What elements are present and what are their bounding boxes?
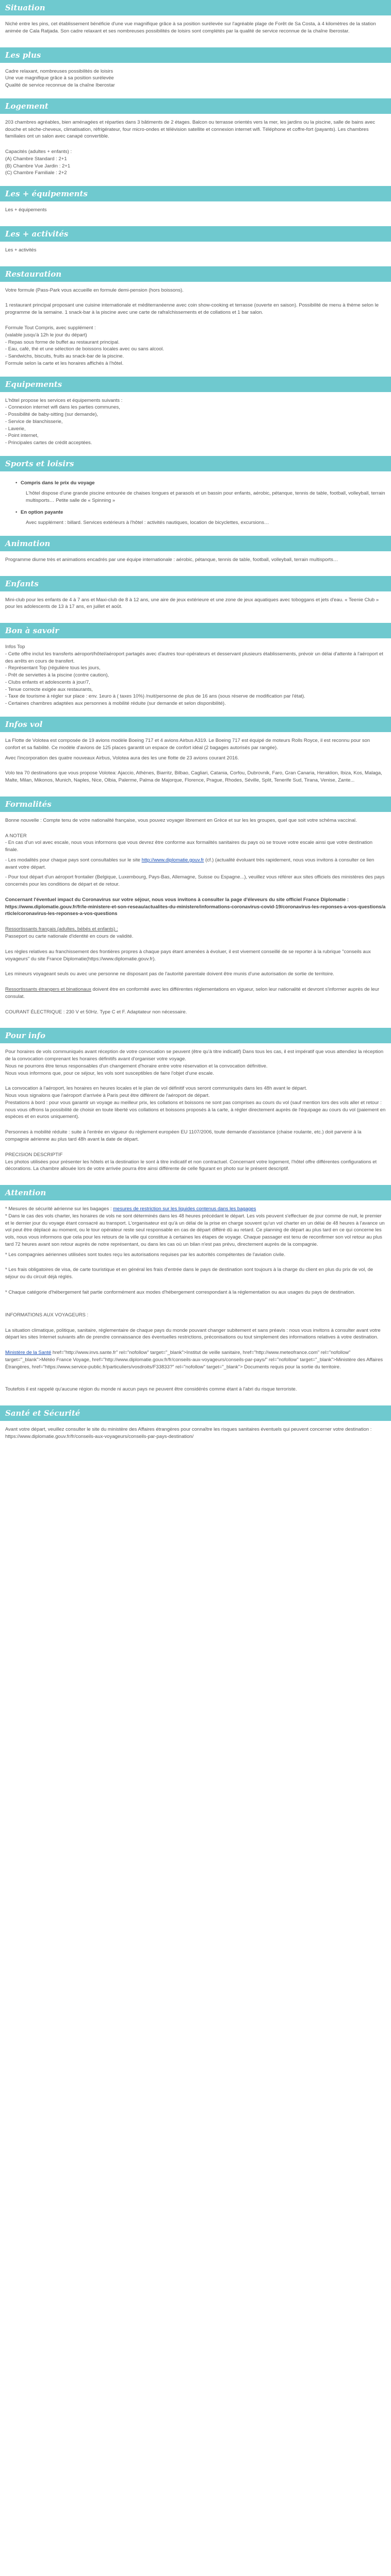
section-title-plus: Les plus — [0, 47, 391, 63]
formalites-p4: - Pour tout départ d'un aéroport frontalier (Belgique, Luxembourg, Pays-Bas, Allemagne, Suisse ou Espagne...), veuillez vous référer aux sites officiels des ministères des pays concernés pour les conditions de départ et de retour. — [5, 874, 385, 888]
section-title-animation: Animation — [0, 536, 391, 551]
sports-paid — [15, 509, 386, 516]
vol-p2: Volo tea 70 destinations que vous propose Volotea: Ajaccio, Athènes, Biarritz, Bilbao, Cagliari, Catania, Corfou, Dubrovnik, Faro, Gran Canaria, Heraklion, Ibiza, Kos, Malaga, Malte, Milan, Mikonos, Munich, Naples, Nice, Olbia, Palerme, Palma de Majorque, Florence, Prague, Rhodes, Séville, Split, Tenerife Sud, Tirana, Venise, Zante... — [5, 770, 382, 784]
vol-p1: La Flotte de Volotea est composée de 19 avions modèle Boeing 717 et 4 avions Airbus A319. Le Boeing 717 est équipé de moteurs Rolls Royce, il est reconnu pour son confort et sa fiabilité. Ce modèle d'avions de 125 places garantit un espace de confort idéal (2 bagages autorisés par rangée). — [5, 737, 370, 751]
pourinfo-p4-head: PRECISION DESCRIPTIF — [5, 1151, 63, 1158]
formalites-p9 — [5, 986, 386, 1001]
section-title-enfants: Enfants — [0, 576, 391, 591]
attention-p6: La situation climatique, politique, sanitaire, réglementaire de chaque pays du monde pouvant changer subitement et sans préavis : nous vous invitons à consulter avant votre départ les sites Internet suivants afin de prendre connaissance des éventuelles restrictions, préconisations ou tout simplement des informations relatives à votre destination. — [5, 1327, 381, 1341]
equipements-item: - Laverie, — [5, 426, 26, 432]
restauration-item: (valable jusqu'à 12h le jour du départ) — [5, 332, 87, 338]
animation-text: Programme diurne très et animations encadrés par une équipe internationale : aérobic, pétanque, tennis de table, football, volleyball, terrain multisports… — [5, 556, 338, 563]
formalites-p5-link[interactable]: https://www.diplomatie.gouv.fr/fr/le-ministere-et-son-reseau/actualites-du-ministere/informations-coronavirus-covid-19/coronavirus-les-reponses-a-vos-questions/article/coronavirus-les-reponses-a-vos-questions — [5, 904, 386, 917]
bullet-icon: • — [15, 480, 18, 486]
section-title-sante: Santé et Sécurité — [0, 1405, 391, 1421]
sante-p1: Avant votre départ, veuillez consulter le site du ministère des Affaires étrangères pour connaître les risques sanitaires éventuels qui peuvent concerner votre destination : https://www.diplomatie.gouv.fr/fr/conseils-aux-voyageurs/conseils-par-pays-destination/ — [5, 1427, 372, 1439]
restauration-line2: 1 restaurant principal proposant une cuisine internationale et méditerranéenne avec coin show-cooking et terrasse (ouverte en saison). Possibilité de menu à thème selon le programme de la semaine. 1 snack-bar à la piscine avec une carte de rafraîchissements et de collations et 1 bar salon. — [5, 302, 379, 316]
attention-p2: * Dans le cas des vols charter, les horaires de vols ne sont déterminés dans les 48 heures précédant le départ. Les vols peuvent s'effectuer de jour comme de nuit, le premier et le dernier jour du voyage étant consacré au transport. L'organisateur est qu'à un délai de la prise en charge souvent qu'un vol charter en un délai de 48 heures à l'avance un vol peut être déplacé au moment, ou le tour opérateur reste seul responsable en cas de départ différé dû au retard. Ce planning de départ au plus tard en ce qui concerne les vols, nous vous informons que cela pour les retours de la ville qui constitue à certaines les étapes de voyage. Chaque passager est tenu de reconfirmer son vol retour au plus tard 72 heures avant son retour auprès de notre représentant, ou dans les cas où un bilan n'est pas prévu, directement auprès de la compagnie. — [5, 1213, 385, 1247]
section-sante — [0, 1421, 391, 1453]
equipements-item: - Possibilité de baby-sitting (sur demande), — [5, 412, 99, 418]
attention-p7-rest: href="http://www.invs.sante.fr" rel="nofollow" target="_blank">Institut de veille sanitaire, href="http://www.meteofrance.com" rel="nofollow" target="_blank">Météo France Voyage, href="http://www.diplomatie.gouv.fr/fr/conseils-aux-voyageurs/conseils-par-pays/" rel="nofollow" target="_blank">Ministère des Affaires Étrangères, href="https://www.service-public.fr/particuliers/vosdroits/F33833?" rel="nofollow" target="_blank"> Documents requis pour la sortie du territoire. — [5, 1350, 383, 1370]
section-title-sports: Sports et loisirs — [0, 456, 391, 471]
formalites-p3-a: - Les modalités pour chaque pays sont consultables sur le site — [5, 857, 142, 863]
plus-line: Cadre relaxant, nombreuses possibilités de loisirs — [5, 68, 113, 74]
formalites-p1: Bonne nouvelle : Compte tenu de votre nationalité française, vous pouvez voyager librement en Grèce et sur les les groupes, quel que soit votre schéma vaccinal. — [5, 817, 357, 823]
section-bonasavoir — [0, 638, 391, 717]
bullet-icon: • — [15, 510, 18, 516]
formalites-p7: Les règles relatives au franchissement des frontières propres à chaque pays étant amenées à évoluer, il est vivement conseillé de se reporter à la rubrique "conseils aux voyageurs" du site France Diplomatie(https://www.diplomatie.gouv.fr). — [5, 948, 371, 962]
section-title-pourinfo: Pour info — [0, 1028, 391, 1043]
attention-p6-head: INFORMATIONS AUX VOYAGEURS : — [5, 1312, 89, 1318]
restauration-line1: Votre formule (Pass-Park vous accueille en formule demi-pension (hors boissons). — [5, 287, 184, 293]
section-title-equip-plus: Les + équipements — [0, 186, 391, 201]
enfants-text: Mini-club pour les enfants de 4 à 7 ans et Maxi-club de 8 à 12 ans, une aire de jeux extérieure et une zone de jeux aquatiques avec toboggans et jets d'eau. « Teenie Club » pour les adolescents de 13 à 17 ans, en juillet et août. — [5, 597, 379, 610]
pourinfo-p1: Pour horaires de vols communiqués avant réception de votre convocation se peuvent (être qu'à titre indicatif) Dans tous les cas, il est impératif que vous attendiez la réception de la convocation comprenant les horaires définitifs avant d'organiser votre voyage. — [5, 1049, 384, 1062]
formalites-p2: - En cas d'un vol avec escale, nous vous informons que vous devrez être conforme aux formalités sanitaires du pays où se trouve votre escale ainsi que votre destination finale. — [5, 840, 373, 853]
plus-line: Qualité de service reconnue de la chaîne Iberostar — [5, 82, 115, 89]
situation-text: Niché entre les pins, cet établissement bénéficie d'une vue magnifique grâce à sa position surélevée sur l'agréable plage de Forêt de Sa Costa, à 4 kilomètres de la station animée de Cala Ratjada. Son cadre relaxant et ses nombreuses possibilités de loisirs sont complétés par la qualité de service reconnue de la chaîne Iberostar. — [5, 21, 376, 34]
attention-p3: * Les compagnies aériennes utilisées sont toutes reçu les autorisations requises par les autorités compétentes de l'aviation civile. — [5, 1251, 286, 1258]
formalites-p3 — [5, 857, 386, 871]
capacity-line: (C) Chambre Familiale : 2+2 — [5, 170, 67, 176]
sports-included — [15, 480, 386, 487]
section-title-activ-plus: Les + activités — [0, 226, 391, 242]
section-title-formalites: Formalités — [0, 796, 391, 812]
pourinfo-p1c: Nous vous informons que, pour ce séjour, les vols sont susceptibles de faire l'objet d'une escale. — [5, 1070, 214, 1076]
formalites-p9-head: Ressortissants étrangers et binationaux — [5, 987, 91, 993]
restauration-item: Formule selon la carte et les horaires affichés à l'hôtel. — [5, 360, 124, 366]
formalites-p6-head: Ressortissants français (adultes, bébés et enfants) : — [5, 926, 118, 933]
plus-line: Une vue magnifique grâce à sa position surélevée — [5, 75, 114, 81]
capacity-line: (A) Chambre Standard : 2+1 — [5, 156, 67, 162]
section-attention — [0, 1200, 391, 1405]
formalites-p3-b: (cf.) (actualité évoluant très rapidement, nous vous invitons à consulter ce lien avant votre départ. — [5, 857, 374, 870]
logement-text: 203 chambres agréables, bien aménagées et réparties dans 3 bâtiments de 2 étages. Balcon ou terrasse orientés vers la mer, les jardins ou la piscine, salle de bains avec douche et sèche-cheveux, climatisation, réfrigérateur, four micro-ondes et télévision satellite et connexion internet wifi. Téléphone et coffre-fort (payants). Les chambres familiales ont un salon avec canapé convertible. — [5, 119, 376, 140]
bonasavoir-line: - Cette offre inclut les transferts aéroport/hôtel/aéroport partagés avec d'autres tour-opérateurs et desservant plusieurs établissements, prévoir un délai d'attente à l'aéroport et des arrêts en cours de transfert. — [5, 651, 383, 664]
pourinfo-p2: La convocation à l'aéroport, les horaires en heures locales et le plan de vol définitif vous seront communiqués dans les 48h avant le départ. — [5, 1086, 307, 1092]
section-activ-plus — [0, 242, 391, 266]
attention-p4: * Les frais obligatoires de visa, de carte touristique et en général les frais d'entrée dans le pays de destination sont toujours à la charge du client en plus du prix de vol, de séjour ou du circuit déjà réglés. — [5, 1267, 373, 1280]
equipements-intro: L'hôtel propose les services et équipements suivants : — [5, 397, 123, 403]
bonasavoir-line: Infos Top — [5, 644, 25, 650]
section-equipements — [0, 392, 391, 456]
diplomatie-link[interactable]: http://www.diplomatie.gouv.fr — [141, 857, 204, 863]
equipements-item: - Principales cartes de crédit acceptées. — [5, 440, 92, 446]
section-title-situation: Situation — [0, 0, 391, 15]
bonasavoir-line: - Certaines chambres adaptées aux personnes à mobilité réduite (sur demande et selon disponibilité). — [5, 701, 226, 707]
section-sports — [0, 471, 391, 536]
formalites-note-head: A NOTER — [5, 833, 27, 839]
equip-plus-text: Les + équipements — [5, 207, 47, 213]
section-equip-plus — [0, 201, 391, 226]
equipements-item: - Service de blanchisserie, — [5, 418, 63, 425]
pourinfo-p2c: Prestations à bord : pour vous garantir un voyage au meilleur prix, les collations et boissons ne sont pas comprises au cours du vol (sauf mention lors des vols aller et retour : nous vous offrons la possibilité de choisir en toute liberté vos collations et boissons proposés à la carte, à régler directement auprès de l'équipage au cours du vol (paiement en espèces et en euros uniquement). — [5, 1099, 386, 1120]
section-logement — [0, 114, 391, 186]
section-enfants — [0, 591, 391, 623]
section-animation — [0, 551, 391, 576]
section-title-bonasavoir: Bon à savoir — [0, 623, 391, 638]
bonasavoir-line: - Tenue correcte exigée aux restaurants, — [5, 686, 93, 692]
formalites-p6: Passeport ou carte nationale d'identité en cours de validité. — [5, 934, 134, 939]
attention-p1 — [5, 1206, 386, 1213]
formalites-p9-text: doivent être en conformité avec les différentes réglementations en vigueur, selon leur nationalité et devront s'informer auprès de leur consulat. — [5, 987, 380, 999]
sports-paid-text: Avec supplément : billard. Services extérieurs à l'hôtel : activités nautiques, location de bicyclettes, excursions… — [26, 520, 269, 526]
section-title-attention: Attention — [0, 1185, 391, 1200]
section-title-restauration: Restauration — [0, 266, 391, 282]
attention-p8: Toutefois il est rappelé qu'aucune région du monde ni aucun pays ne peuvent être considérés comme étant à l'abri du risque terroriste. — [5, 1386, 297, 1393]
pourinfo-p4: Les photos utilisées pour présenter les hôtels et la destination le sont à titre indicatif et non contractuel. Concernant votre logement, l'hôtel offre différentes configurations et décorations. La chambre allouée lors de votre arrivée pourra être ainsi différente de celle figurant en photo sur le présent descriptif. — [5, 1159, 377, 1172]
attention-p5: * Chaque catégorie d'hébergement fait partie conformément aux modes d'hébergement correspondant à la réglementation ou aux usages du pays de destination. — [5, 1289, 355, 1295]
restauration-item: - Eau, café, thé et une sélection de boissons locales avec ou sans alcool. — [5, 346, 164, 352]
section-pourinfo — [0, 1043, 391, 1185]
capacity-line: (B) Chambre Vue Jardin : 2+1 — [5, 163, 71, 169]
equipements-item: - Point internet, — [5, 433, 39, 439]
pourinfo-p3: Personnes à mobilité réduite : suite à l'entrée en vigueur du règlement européen EU 1107/2006, toute demande d'assistance (chaise roulante, etc.) doit parvenir à la compagnie aérienne au plus tard 48h avant la date de départ. — [5, 1129, 362, 1143]
sports-included-text: L'hôtel dispose d'une grande piscine entourée de chaises longues et parasols et un bassin pour enfants, aérobic, pétanque, tennis de table, football, volleyball, terrain multisports… Petite salle de « Spinning » — [26, 490, 385, 503]
formalites-p10: COURANT ÉLECTRIQUE : 230 V et 50Hz. Type C et F. Adaptateur non nécessaire. — [5, 1009, 187, 1015]
section-restauration — [0, 282, 391, 377]
section-situation — [0, 15, 391, 47]
vol-p1b: Avec l'incorporation des quatre nouveaux Airbus, Volotea aura des les une flotte de 23 avions courant 2016. — [5, 755, 239, 761]
bonasavoir-line: - Prêt de serviettes à la piscine (contre caution), — [5, 672, 109, 679]
attention-p1-a: * Mesures de sécurité aérienne sur les bagages : — [5, 1206, 113, 1212]
pourinfo-p1b: Nous ne pourrons être tenus responsables d'un changement d'horaire entre votre réservation et la convocation définitive. — [5, 1063, 268, 1069]
pourinfo-p2b: Nous vous signalons que l'aéroport d'arrivée à Paris peut être différent de l'aéroport de départ. — [5, 1093, 210, 1099]
bonasavoir-line: - Taxe de tourisme à régler sur place : env. 1euro à ( taxes 10%) /nuit/personne de plus de 16 ans (sous réserve de modification par l'état). — [5, 693, 305, 700]
sports-included-title: Compris dans le prix du voyage — [21, 480, 95, 486]
liquides-link[interactable]: mesures de restriction sur les liquides contenus dans les bagages — [113, 1206, 256, 1212]
section-title-vol: Infos vol — [0, 717, 391, 732]
sports-paid-title: En option payante — [21, 510, 63, 516]
formalites-p5-strong: Concernant l'éventuel impact du Coronavirus sur votre séjour, nous vous invitons à consulter la page d'éleveurs du site officiel France Diplomatie : — [5, 896, 349, 903]
section-formalites — [0, 812, 391, 1028]
bonasavoir-line: - Représentant Top (régulière tous les jours, — [5, 665, 101, 671]
section-plus — [0, 63, 391, 98]
section-title-equipements: Equipements — [0, 377, 391, 392]
equipements-item: - Connexion internet wifi dans les parties communes, — [5, 404, 120, 411]
section-title-logement: Logement — [0, 98, 391, 114]
attention-p7 — [5, 1349, 386, 1370]
restauration-item: - Repas sous forme de buffet au restaurant principal. — [5, 339, 120, 345]
capacity-title: Capacités (adultes + enfants) : — [5, 149, 72, 155]
restauration-line3: Formule Tout Compris, avec supplément : — [5, 325, 96, 331]
sante-link[interactable]: Ministère de la Santé — [5, 1350, 52, 1356]
section-vol — [0, 732, 391, 796]
bonasavoir-line: - Clubs enfants et adolescents à jour/7, — [5, 679, 90, 685]
formalites-p8: Les mineurs voyageant seuls ou avec une personne ne disposant pas de l'autorité parentale doivent être munis d'une autorisation de sortie de territoire. — [5, 971, 334, 977]
restauration-item: - Sandwichs, biscuits, fruits au snack-bar de la piscine. — [5, 353, 124, 360]
activ-plus-text: Les + activités — [5, 247, 37, 253]
